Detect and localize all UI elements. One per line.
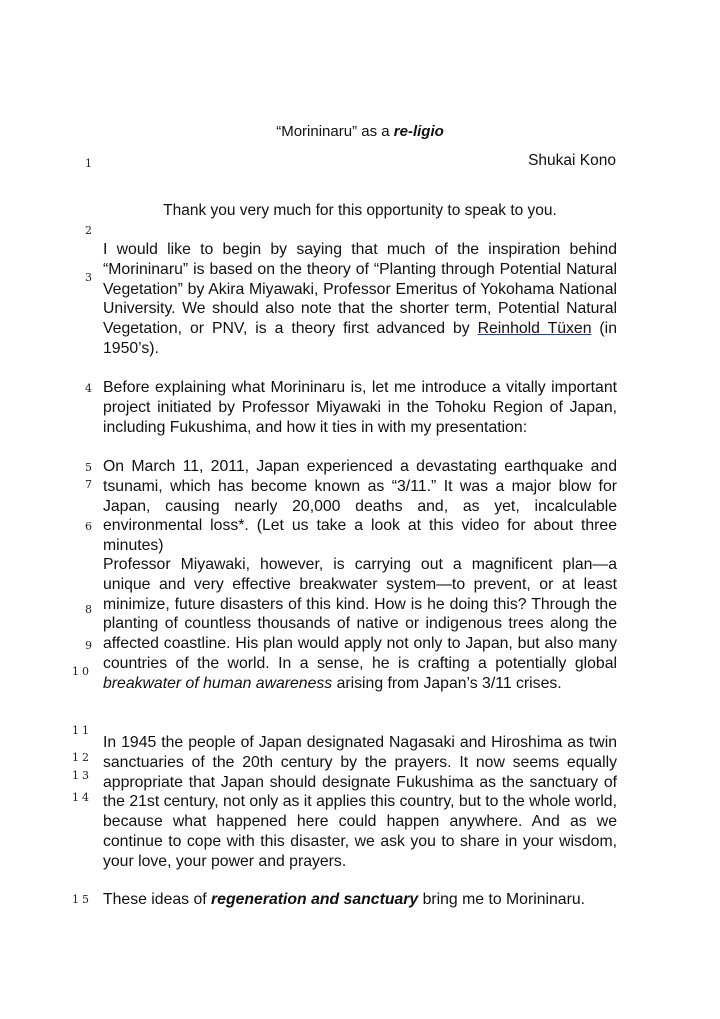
emphasis-breakwater: breakwater of human awareness	[103, 674, 333, 692]
paragraph-text: bring me to Morininaru.	[418, 891, 586, 908]
paragraph-text: (in 1950’s).	[103, 320, 617, 357]
paragraph-text: I would like to begin by saying that much of the inspiration behind “Morininaru” is based on the theory of “Planting through Potential Natural Vegetation” by Akira Miyawaki, Professor Emeritus of Yokohama National University. We should also note that the shorter term, Potential Natural Vegetation, or PNV, is a theory first advanced by	[103, 241, 617, 338]
line-number: 8	[85, 603, 92, 616]
paragraph-text: These ideas of	[103, 891, 212, 908]
line-number: 11	[72, 724, 92, 737]
paragraph-text: arising from Japan’s 3/11 crises.	[332, 674, 562, 692]
line-number: 7	[85, 478, 92, 491]
line-number: 2	[85, 224, 92, 237]
paragraph-inspiration	[103, 240, 617, 359]
opening-thanks: Thank you very much for this opportunity to speak to you.	[163, 202, 557, 219]
paragraph-text: Professor Miyawaki, however, is carrying out a magnificent plan—a unique and very effective breakwater system—to prevent, or at least minimize, future disasters of this kind. How is he doing this? Through the planting of countless thousands of native or indigenous trees along the affected coastline. His plan would apply not only to Japan, but also many countries of the world. In a sense, he is crafting a potentially global	[103, 556, 617, 672]
paragraph-professor-miyawaki	[103, 555, 617, 694]
paragraph-regeneration	[103, 890, 617, 910]
title-prefix: “Morininaru” as a	[276, 123, 394, 140]
line-number: 13	[72, 769, 92, 782]
line-number: 14	[72, 791, 92, 804]
paragraph-march-11: On March 11, 2011, Japan experienced a devastating earthquake and tsunami, which has become known as “3/11.” It was a major blow for Japan, causing nearly 20,000 deaths and, as yet, incalculable environmental loss*. (Let us take a look at this video for about three minutes)	[103, 458, 617, 555]
reinhold-tuxen-link[interactable]: Reinhold Tüxen	[477, 320, 592, 338]
line-number: 1	[85, 157, 92, 170]
paragraph-before-explaining: Before explaining what Morininaru is, let me introduce a vitally important project initiated by Professor Miyawaki in the Tohoku Region of Japan, including Fukushima, and how it ties in with my presentation:	[103, 379, 617, 436]
line-number: 9	[85, 639, 92, 652]
line-number: 6	[85, 520, 92, 533]
line-number: 12	[72, 751, 92, 764]
line-number: 4	[85, 382, 92, 395]
line-number: 10	[72, 665, 92, 678]
line-number: 15	[72, 893, 92, 906]
author-name: Shukai Kono	[528, 152, 616, 169]
line-number: 5	[85, 461, 92, 474]
line-number: 3	[85, 271, 92, 284]
document-title	[0, 123, 720, 140]
title-emphasis: re-ligio	[393, 123, 444, 140]
emphasis-regeneration: regeneration and sanctuary	[211, 891, 419, 908]
paragraph-1945-sanctuaries: In 1945 the people of Japan designated Nagasaki and Hiroshima as twin sanctuaries of the 20th century by the prayers. It now seems equally appropriate that Japan should designate Fukushima as the sanctuary of the 21st century, not only as it applies this country, but to the whole world, because what happened here could happen anywhere. And as we continue to cope with this disaster, we ask you to share in your wisdom, your love, your power and prayers.	[103, 734, 617, 870]
